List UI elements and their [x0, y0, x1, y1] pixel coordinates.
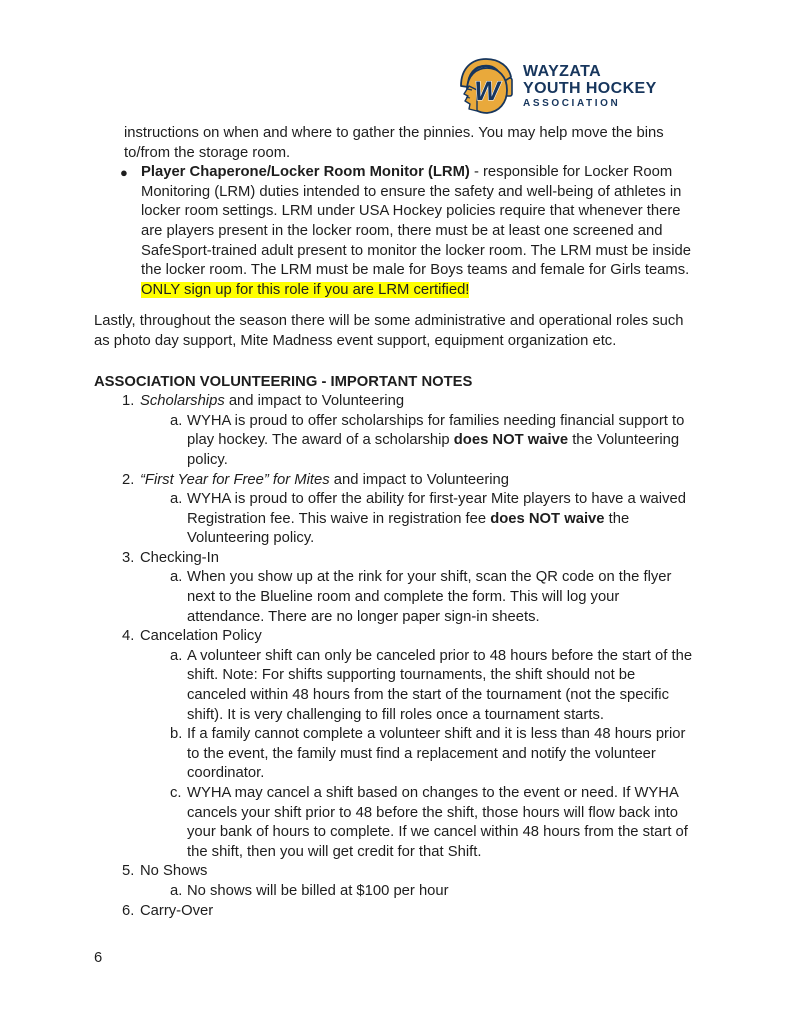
list-item-text	[187, 568, 698, 627]
notes-numbered-list	[94, 392, 698, 921]
list-marker: 1.	[122, 393, 135, 410]
text-run: Player Chaperone/Locker Room Monitor (LRM)	[141, 164, 470, 181]
text-run: Checking-In	[140, 549, 219, 566]
text-run: No Shows	[140, 863, 208, 880]
bullet-item-text	[141, 163, 698, 300]
text-run: No shows will be billed at $100 per hour	[187, 882, 449, 899]
wyha-logo	[458, 56, 657, 116]
notes-subitem	[170, 490, 698, 549]
list-item-text	[187, 412, 698, 471]
notes-subitem	[170, 882, 698, 902]
list-item-text	[140, 862, 698, 882]
page-number: 6	[94, 950, 103, 966]
text-run: Cancelation Policy	[140, 628, 262, 645]
notes-item	[122, 627, 698, 647]
list-item-text	[140, 392, 698, 412]
text-run: and impact to Volunteering	[224, 393, 405, 410]
text-run: does NOT waive	[453, 432, 569, 449]
text-run: “First Year for Free” for Mites	[140, 471, 330, 488]
list-marker: a.	[170, 412, 183, 429]
bullet-item-lrm	[120, 163, 698, 300]
text-run: WYHA is proud to offer scholarships for families needing financial support to play hockey. The award of a scholarship	[187, 412, 685, 449]
notes-item	[122, 902, 698, 922]
trojan-helmet-icon	[458, 56, 514, 116]
document-body	[94, 124, 698, 921]
list-item-text	[187, 647, 698, 725]
notes-item	[122, 392, 698, 412]
text-run: Scholarships	[140, 393, 225, 410]
list-item-text	[187, 490, 698, 549]
notes-item	[122, 471, 698, 491]
list-marker: a.	[170, 647, 183, 664]
text-run: does NOT waive	[490, 510, 605, 527]
text-run: A volunteer shift can only be canceled prior to 48 hours before the start of the shift. Note: For shifts supporting tournaments, the shift should not be canceled within 48 hours from the start of the tournament (not the specific shift). It is very challenging to fill roles once a tournament starts.	[187, 647, 693, 723]
list-marker: 4.	[122, 628, 135, 645]
list-item-text	[140, 902, 698, 922]
list-marker: a.	[170, 882, 183, 899]
notes-item	[122, 862, 698, 882]
list-marker: b.	[170, 726, 183, 743]
notes-subitem	[170, 647, 698, 725]
list-item-text	[187, 882, 698, 902]
list-marker: a.	[170, 491, 183, 508]
notes-heading: ASSOCIATION VOLUNTEERING - IMPORTANT NOTES	[94, 373, 473, 390]
list-item-text	[140, 627, 698, 647]
svg-text:W: W	[474, 76, 500, 106]
highlighted-text: ONLY sign up for this role if you are LRM certified!	[141, 281, 470, 298]
list-item-text	[140, 549, 698, 569]
list-marker: 5.	[122, 863, 135, 880]
list-item-text	[140, 471, 698, 491]
notes-subitem	[170, 784, 698, 862]
notes-subitem	[170, 412, 698, 471]
text-run: WYHA may cancel a shift based on changes to the event or need. If WYHA cancels your shift prior to 48 before the shift, those hours will flow back into your bank of hours to complete. If we cancel within 48 hours from the start of the shift, then you will get credit for that Shift.	[187, 785, 688, 860]
text-run: and impact to Volunteering	[329, 471, 509, 488]
list-item-text	[187, 784, 698, 862]
list-marker: 6.	[122, 902, 135, 919]
list-marker: 2.	[122, 471, 135, 488]
text-run: the Volunteering policy.	[187, 510, 630, 547]
bullet-marker: ●	[120, 165, 128, 181]
list-marker: 3.	[122, 549, 135, 566]
logo-name-line1: WAYZATA	[523, 62, 602, 80]
list-marker: c.	[170, 785, 182, 801]
logo-name-line2: YOUTH HOCKEY	[523, 80, 657, 97]
text-run: When you show up at the rink for your shift, scan the QR code on the flyer next to the Blueline room and complete the form. This will log your attendance. There are no longer paper sign-in sheets.	[187, 569, 672, 625]
notes-subitem	[170, 568, 698, 627]
text-run: If a family cannot complete a volunteer shift and it is less than 48 hours prior to the event, the family must find a replacement and notify the volunteer coordinator.	[187, 726, 686, 782]
notes-item	[122, 549, 698, 569]
notes-subitem	[170, 725, 698, 784]
text-run: Carry-Over	[140, 902, 214, 919]
list-item-text	[187, 725, 698, 784]
paragraph-lastly: Lastly, throughout the season there will be some administrative and operational roles such as photo day support, Mite Madness event support, equipment organization etc.	[94, 313, 684, 349]
list-marker: a.	[170, 569, 183, 586]
text-run: the Volunteering policy.	[187, 432, 680, 468]
logo-name-line3: ASSOCIATION	[523, 97, 621, 109]
text-run: instructions on when and where to gather the pinnies. You may help move the bins to/from the storage room.	[124, 125, 664, 161]
text-run: WYHA is proud to offer the ability for first-year Mite players to have a waived Registration fee. This waive in registration fee	[187, 491, 686, 527]
logo-wordmark	[523, 63, 657, 110]
text-run: - responsible for Locker Room Monitoring (LRM) duties intended to ensure the safety and well-being of athletes in locker room settings. LRM under USA Hockey policies require that whenever there are players present in the locker room, there must be at least one screened and SafeSport-trained adult present to monitor the locker room. The LRM must be inside the locker room. The LRM must be male for Boys teams and female for Girls teams.	[141, 164, 691, 279]
paragraph-continuation	[124, 124, 694, 163]
